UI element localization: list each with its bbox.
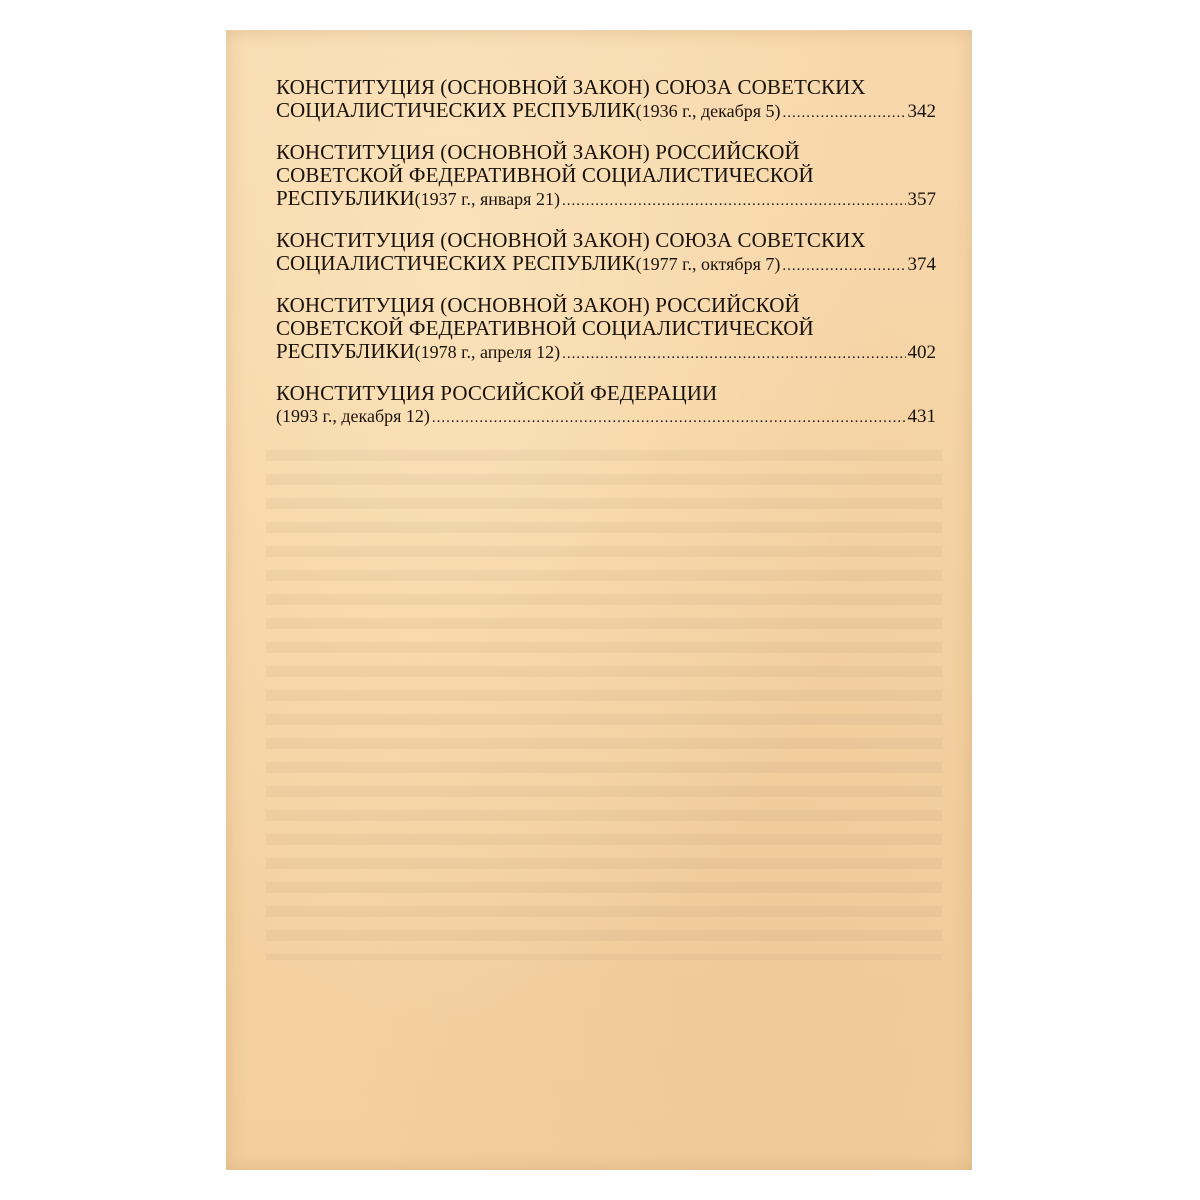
entry-title-line: СОВЕТСКОЙ ФЕДЕРАТИВНОЙ СОЦИАЛИСТИЧЕСКОЙ [276, 163, 814, 187]
entry-last-line [276, 405, 936, 430]
toc-entry-1937 [276, 141, 936, 213]
leader-dots [562, 343, 905, 366]
page-number: 374 [907, 254, 936, 275]
entry-last-line [276, 252, 936, 278]
entry-title-line: КОНСТИТУЦИЯ (ОСНОВНОЙ ЗАКОН) РОССИЙСКОЙ [276, 293, 800, 317]
book-page [226, 30, 972, 1170]
show-through-text [266, 450, 942, 960]
entry-title-line: СОВЕТСКОЙ ФЕДЕРАТИВНОЙ СОЦИАЛИСТИЧЕСКОЙ [276, 316, 814, 340]
entry-title-line: КОНСТИТУЦИЯ РОССИЙСКОЙ ФЕДЕРАЦИИ [276, 381, 718, 405]
leader-dots [782, 255, 905, 278]
entry-last-line [276, 340, 936, 366]
leader-dots [562, 190, 906, 213]
entry-title-end: СОЦИАЛИСТИЧЕСКИХ РЕСПУБЛИК [276, 98, 636, 122]
entry-date: (1978 г., апреля 12) [414, 342, 561, 362]
leader-dots [432, 407, 906, 430]
entry-title-line: КОНСТИТУЦИЯ (ОСНОВНОЙ ЗАКОН) СОЮЗА СОВЕТСКИХ [276, 228, 866, 252]
toc-entry-1993 [276, 382, 936, 430]
entry-title-end: РЕСПУБЛИКИ [276, 339, 415, 363]
entry-date: (1937 г., января 21) [414, 189, 560, 209]
toc-entry-1978 [276, 294, 936, 366]
entry-date: (1993 г., декабря 12) [276, 406, 430, 426]
toc-entry-1936 [276, 76, 936, 125]
page-number: 402 [907, 342, 936, 363]
entry-last-line [276, 99, 936, 125]
leader-dots [783, 102, 906, 125]
entry-title-end: РЕСПУБЛИКИ [276, 186, 415, 210]
entry-title-end: СОЦИАЛИСТИЧЕСКИХ РЕСПУБЛИК [276, 251, 636, 275]
entry-date: (1977 г., октября 7) [635, 254, 781, 274]
entry-date: (1936 г., декабря 5) [635, 101, 781, 121]
entry-title-line: КОНСТИТУЦИЯ (ОСНОВНОЙ ЗАКОН) РОССИЙСКОЙ [276, 140, 800, 164]
page-number: 342 [907, 101, 936, 122]
page-number: 431 [907, 406, 936, 427]
entry-last-line [276, 187, 936, 213]
page-number: 357 [907, 189, 936, 210]
entry-title-line: КОНСТИТУЦИЯ (ОСНОВНОЙ ЗАКОН) СОЮЗА СОВЕТСКИХ [276, 75, 866, 99]
toc-entry-1977 [276, 229, 936, 278]
table-of-contents [276, 76, 936, 446]
